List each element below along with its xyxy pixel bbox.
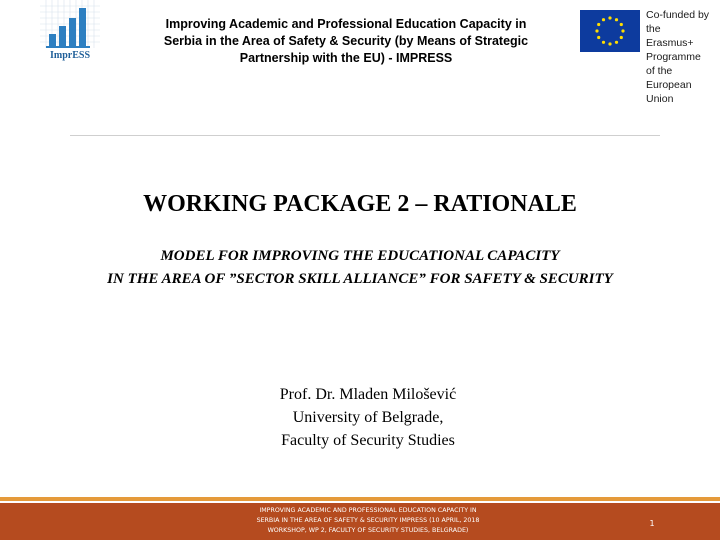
author-university: University of Belgrade, [292,409,444,426]
author-block [0,383,720,452]
eu-logo-line: of the European Union [646,65,692,105]
footer-text [228,506,508,536]
eu-cofunded-logo [580,8,716,105]
header-title-line: Serbia in the Area of Safety & Security (by Means of Strategic [163,34,529,48]
header-title-line: Improving Academic and Professional Education Capacity in [165,17,527,31]
eu-logo-line: Erasmus+ Programme [646,37,701,63]
eu-flag-icon [580,10,640,52]
header-title-line: Partnership with the EU) - IMPRESS [239,51,453,65]
footer-line: IMPROVING ACADEMIC AND PROFESSIONAL EDUCATION CAPACITY IN [259,507,477,514]
author-name: Prof. Dr. Mladen Milošević [279,386,457,403]
eu-logo-line: Co-funded by the [646,9,710,35]
header-title [126,16,566,67]
impress-logo [40,0,100,68]
impress-logo-text: ImprESS [49,50,90,61]
author-faculty: Faculty of Security Studies [281,432,455,449]
eu-logo-text [646,8,718,106]
slide-subtitle [0,245,720,291]
slide-title: WORKING PACKAGE 2 – RATIONALE [143,191,577,217]
footer-line: SERBIA IN THE AREA OF SAFETY & SECURITY IMPRESS (10 APRIL, 2018 [256,517,480,524]
footer-line: WORKSHOP, WP 2, FACULTY OF SECURITY STUDIES, BELGRADE) [267,527,469,534]
footer-bar [0,503,720,540]
header-divider [70,135,660,136]
subtitle-line: MODEL FOR IMPROVING THE EDUCATIONAL CAPACITY [160,248,560,264]
subtitle-line: IN THE AREA OF ”SECTOR SKILL ALLIANCE” FOR SAFETY & SECURITY [107,271,613,287]
footer-accent-bar [0,497,720,501]
page-number: 1 [649,519,655,528]
